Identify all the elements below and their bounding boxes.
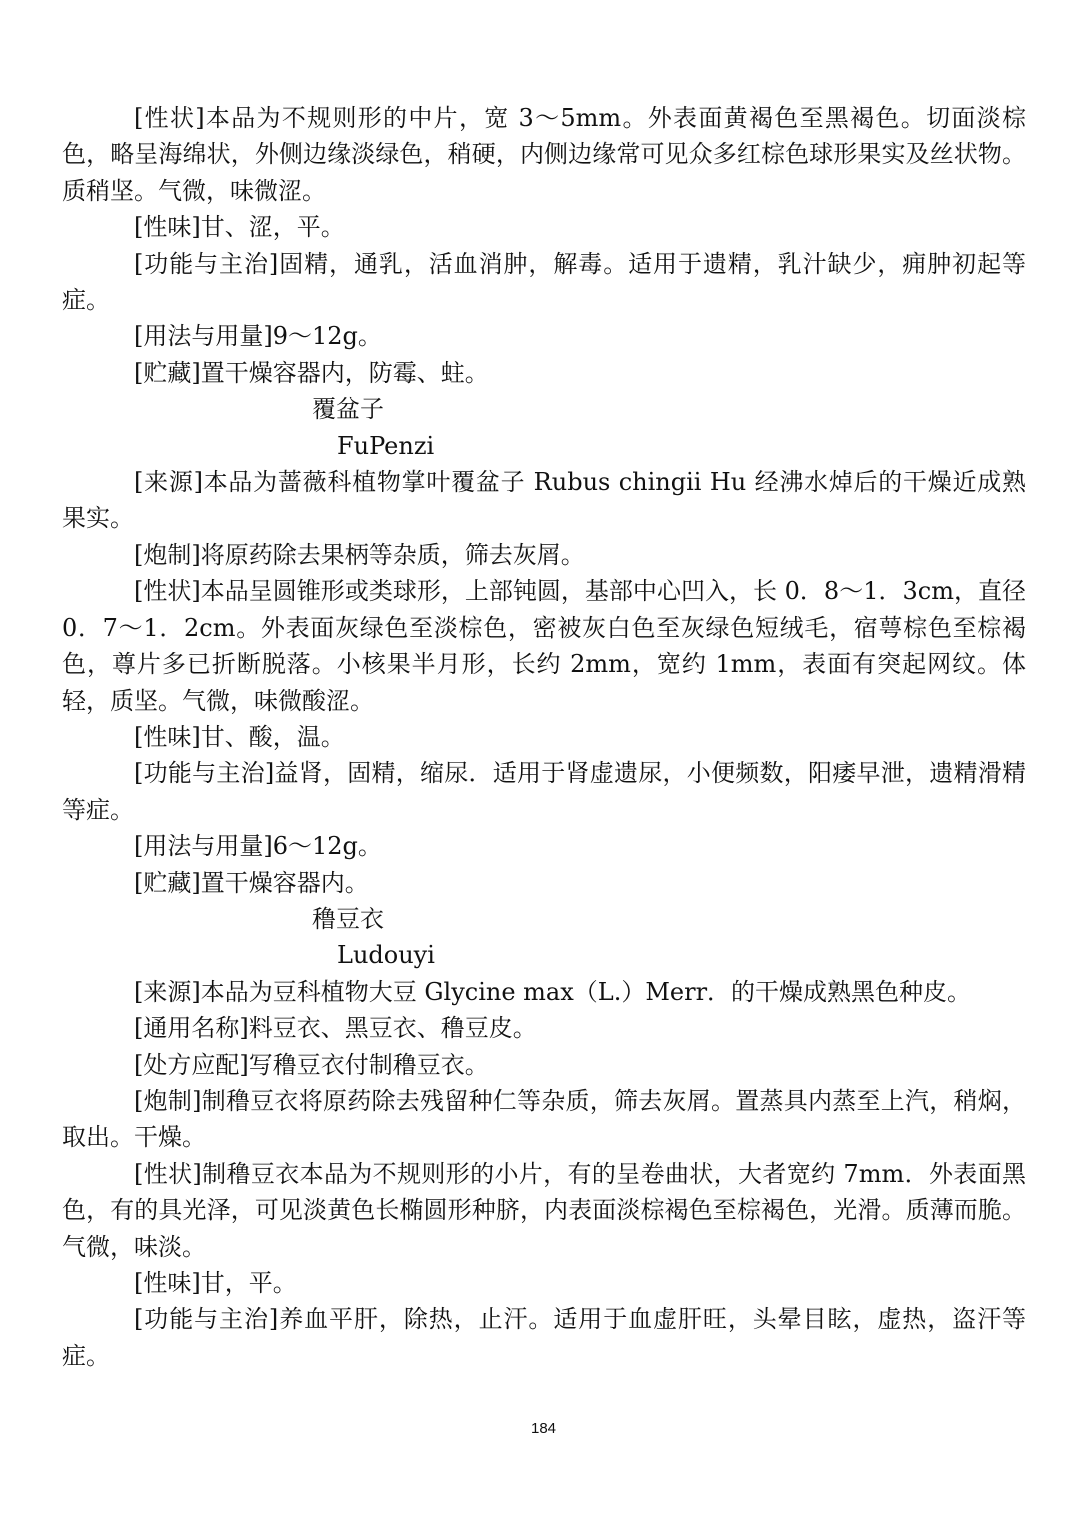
entry-title-fupenzi: 覆盆子 [312, 395, 384, 424]
ludouyi-paozhi: [炮制]制穞豆衣将原药除去残留种仁等杂质，筛去灰屑。置蒸具内蒸至上汽，稍焖，取出。干燥。 [62, 1086, 1026, 1152]
prev-entry-xingzhuang: [性状]本品为不规则形的中片，宽 3～5mm。外表面黄褐色至黑褐色。切面淡棕色，略呈海绵状，外侧边缘淡绿色，稍硬，内侧边缘常可见众多红棕色球形果实及丝状物。质稍坚。气微，味微涩。 [62, 104, 1026, 205]
prev-entry-yongfa: [用法与用量]9～12g。 [134, 322, 382, 351]
prev-entry-gongneng: [功能与主治]固精，通乳，活血消肿，解毒。适用于遗精，乳汁缺少，痈肿初起等症。 [62, 249, 1026, 315]
prev-entry-zhucang: [贮藏]置干燥容器内，防霉、蛀。 [134, 358, 489, 387]
fupenzi-gongneng: [功能与主治]益肾，固精，缩尿．适用于肾虚遗尿，小便频数，阳痿早泄，遗精滑精等症。 [62, 759, 1026, 824]
prev-entry-xingwei: [性味]甘、涩，平。 [134, 213, 345, 242]
entry-pinyin-fupenzi: FuPenzi [337, 431, 435, 460]
fupenzi-zhucang: [贮藏]置干燥容器内。 [134, 868, 369, 897]
fupenzi-laiyuan: [来源]本品为蔷薇科植物掌叶覆盆子 Rubus chingii Hu 经沸水焯后的干燥近成熟果实。 [62, 468, 1026, 533]
ludouyi-xingwei: [性味]甘，平。 [134, 1269, 297, 1297]
fupenzi-yongfa: [用法与用量]6～12g。 [134, 832, 382, 861]
entry-title-ludouyi: 穞豆衣 [312, 904, 384, 933]
ludouyi-tongyong: [通用名称]料豆衣、黑豆衣、穞豆皮。 [134, 1014, 537, 1043]
ludouyi-xingzhuang: [性状]制穞豆衣本品为不规则形的小片，有的呈卷曲状，大者宽约 7mm．外表面黑色，有的具光泽，可见淡黄色长椭圆形种脐，内表面淡棕褐色至棕褐色，光滑。质薄而脆。气微，味淡。 [62, 1159, 1026, 1261]
fupenzi-paozhi: [炮制]将原药除去果柄等杂质，筛去灰屑。 [134, 540, 585, 569]
ludouyi-laiyuan: [来源]本品为豆科植物大豆 Glycine max（L.）Merr．的干燥成熟黑色种皮。 [134, 977, 972, 1006]
fupenzi-xingzhuang: [性状]本品呈圆锥形或类球形，上部钝圆，基部中心凹入，长 0．8～1．3cm，直径 0．7～1．2cm。外表面灰绿色至淡棕色，密被灰白色至灰绿色短绒毛，宿萼棕色至棕褐色，尊片多已折断脱落。小核果半月形，长约 2mm，宽约 1mm，表面有突起网纹。体轻，质坚。气微，味微酸涩。 [62, 577, 1026, 715]
entry-pinyin-ludouyi: Ludouyi [337, 941, 435, 970]
document-body [62, 100, 1026, 1374]
ludouyi-gongneng: [功能与主治]养血平肝，除热，止汗。适用于血虚肝旺，头晕目眩，虚热，盗汗等症。 [62, 1305, 1026, 1370]
page-number: 184 [530, 1420, 557, 1437]
fupenzi-xingwei: [性味]甘、酸，温。 [134, 722, 345, 751]
ludouyi-chufang: [处方应配]写穞豆衣付制穞豆衣。 [134, 1050, 489, 1079]
